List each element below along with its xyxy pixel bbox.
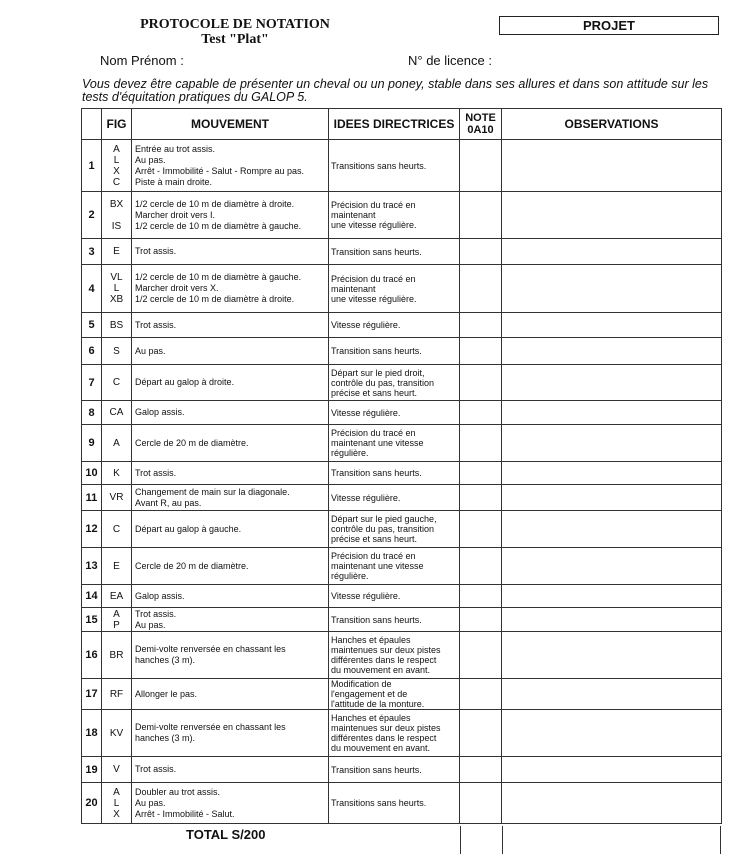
- idees-line: maintenant: [331, 283, 376, 294]
- fig-line: S: [113, 345, 120, 357]
- row-number: 14: [82, 585, 102, 608]
- fig-cell: [102, 710, 132, 757]
- table-row: [82, 265, 722, 313]
- mouvement-cell: [132, 710, 329, 757]
- mouvement-line: Allonger le pas.: [135, 688, 198, 699]
- mouvement-line: Au pas.: [135, 154, 166, 165]
- table-row: [82, 338, 722, 365]
- mouvement-cell: [132, 462, 329, 485]
- idees-line: Transitions sans heurts.: [331, 160, 427, 171]
- idees-cell: [329, 783, 460, 824]
- idees-line: régulière.: [331, 571, 369, 581]
- table-row: [82, 585, 722, 608]
- fig-cell: [102, 679, 132, 710]
- idees-line: différentes dans le respect: [331, 655, 437, 665]
- idees-line: Transitions sans heurts.: [331, 798, 427, 808]
- fig-cell: [102, 632, 132, 679]
- row-number: 10: [82, 462, 102, 485]
- note-cell: [460, 338, 502, 365]
- observations-cell: [502, 511, 722, 548]
- total-note-border-right: [502, 826, 503, 854]
- idees-line: maintenues sur deux pistes: [331, 645, 441, 655]
- observations-cell: [502, 585, 722, 608]
- mouvement-line: Marcher droit vers I.: [135, 209, 216, 220]
- row-number: 18: [82, 710, 102, 757]
- note-cell: [460, 585, 502, 608]
- table-row: [82, 313, 722, 338]
- col-fig: FIG: [102, 109, 132, 140]
- mouvement-line: Au pas.: [135, 797, 166, 808]
- idees-line: Transition sans heurts.: [331, 614, 422, 625]
- mouvement-line: hanches (3 m).: [135, 655, 196, 665]
- mouvement-line: Piste à main droite.: [135, 176, 213, 187]
- fig-cell: [102, 511, 132, 548]
- licence-label: N° de licence :: [408, 53, 492, 68]
- mouvement-line: Au pas.: [135, 345, 166, 356]
- mouvement-line: 1/2 cercle de 10 m de diamètre à droite.: [135, 198, 295, 209]
- note-cell: [460, 192, 502, 239]
- fig-line: V: [113, 764, 120, 775]
- note-cell: [460, 365, 502, 401]
- idees-line: Départ sur le pied droit,: [331, 367, 425, 378]
- idees-cell: [329, 485, 460, 511]
- title-line-1: PROTOCOLE DE NOTATION: [140, 17, 330, 32]
- note-cell: [460, 710, 502, 757]
- fig-line: BR: [109, 649, 124, 661]
- idees-line: Départ sur le pied gauche,: [331, 514, 437, 524]
- mouvement-cell: [132, 425, 329, 462]
- projet-box: PROJET: [499, 16, 719, 35]
- mouvement-line: Trot assis.: [135, 467, 177, 478]
- fig-line: VR: [109, 492, 124, 503]
- idees-cell: [329, 313, 460, 338]
- observations-cell: [502, 140, 722, 192]
- fig-line: A: [113, 143, 120, 155]
- idees-cell: [329, 548, 460, 585]
- row-number: 11: [82, 485, 102, 511]
- idees-cell: [329, 401, 460, 425]
- observations-cell: [502, 239, 722, 265]
- fig-cell: [102, 140, 132, 192]
- mouvement-cell: [132, 632, 329, 679]
- header-row: [82, 109, 722, 140]
- table-row: [82, 425, 722, 462]
- idees-cell: [329, 265, 460, 313]
- fig-line: IS: [111, 220, 122, 232]
- mouvement-line: Avant R, au pas.: [135, 497, 202, 508]
- title-line-2: Test "Plat": [201, 32, 269, 47]
- fig-cell: [102, 485, 132, 511]
- fig-line: EA: [109, 590, 124, 602]
- mouvement-line: Arrêt - Immobilité - Salut - Rompre au pas.: [135, 165, 305, 176]
- idees-line: maintenues sur deux pistes: [331, 723, 441, 733]
- idees-line: l'attitude de la monture.: [331, 699, 425, 709]
- idees-line: Vitesse régulière.: [331, 492, 401, 503]
- observations-cell: [502, 679, 722, 710]
- row-number: 16: [82, 632, 102, 679]
- total-label: TOTAL S/200: [186, 827, 266, 842]
- fig-cell: [102, 239, 132, 265]
- nom-prenom-label: Nom Prénom :: [100, 53, 184, 68]
- fig-line: C: [112, 176, 121, 188]
- fig-line: VL: [110, 272, 123, 283]
- idees-line: du mouvement en avant.: [331, 743, 431, 753]
- table-row: [82, 140, 722, 192]
- total-note-border-left: [460, 826, 461, 854]
- mouvement-cell: [132, 511, 329, 548]
- note-cell: [460, 757, 502, 783]
- col-note-line2: 0A10: [467, 124, 494, 136]
- mouvement-cell: [132, 679, 329, 710]
- observations-cell: [502, 757, 722, 783]
- idees-cell: [329, 365, 460, 401]
- fig-line: L: [113, 283, 120, 294]
- fig-line: K: [113, 467, 120, 479]
- note-cell: [460, 608, 502, 632]
- observations-cell: [502, 192, 722, 239]
- mouvement-line: Demi-volte renversée en chassant les: [135, 722, 286, 732]
- row-number: 8: [82, 401, 102, 425]
- fig-line: P: [113, 619, 120, 631]
- idees-cell: [329, 710, 460, 757]
- row-number: 4: [82, 265, 102, 313]
- idees-cell: [329, 608, 460, 632]
- fig-line: C: [112, 523, 121, 535]
- mouvement-line: Départ au galop à gauche.: [135, 523, 242, 534]
- mouvement-line: Trot assis.: [135, 608, 177, 619]
- fig-line: X: [113, 165, 120, 177]
- idees-cell: [329, 757, 460, 783]
- fig-line: L: [113, 797, 120, 809]
- mouvement-line: Doubler au trot assis.: [135, 786, 221, 797]
- intro-text: Vous devez être capable de présenter un cheval ou un poney, stable dans ses allures et dans son attitude sur les tests d'équitation pratiques du GALOP 5.: [82, 77, 709, 104]
- observations-cell: [502, 338, 722, 365]
- observations-cell: [502, 462, 722, 485]
- fig-line: BS: [109, 319, 124, 331]
- observations-cell: [502, 265, 722, 313]
- idees-line: Précision du tracé en: [331, 273, 416, 284]
- fig-cell: [102, 608, 132, 632]
- observations-cell: [502, 485, 722, 511]
- fig-cell: [102, 783, 132, 824]
- fig-cell: [102, 401, 132, 425]
- note-cell: [460, 485, 502, 511]
- fig-line: A: [113, 786, 120, 798]
- fig-cell: [102, 757, 132, 783]
- mouvement-cell: [132, 585, 329, 608]
- idees-line: une vitesse régulière.: [331, 220, 417, 230]
- note-cell: [460, 511, 502, 548]
- fig-cell: [102, 548, 132, 585]
- row-number: 5: [82, 313, 102, 338]
- table-row: [82, 401, 722, 425]
- fig-cell: [102, 338, 132, 365]
- row-number: 19: [82, 757, 102, 783]
- mouvement-line: Au pas.: [135, 619, 166, 630]
- observations-cell: [502, 401, 722, 425]
- idees-line: précise et sans heurt.: [331, 534, 418, 544]
- mouvement-line: Trot assis.: [135, 764, 177, 774]
- note-cell: [460, 313, 502, 338]
- row-number: 12: [82, 511, 102, 548]
- row-number: 15: [82, 608, 102, 632]
- table-row: [82, 608, 722, 632]
- idees-line: Vitesse régulière.: [331, 407, 401, 418]
- idees-line: maintenant une vitesse: [331, 438, 424, 448]
- mouvement-cell: [132, 365, 329, 401]
- mouvement-line: Trot assis.: [135, 319, 177, 330]
- idees-cell: [329, 338, 460, 365]
- row-number: 7: [82, 365, 102, 401]
- note-cell: [460, 401, 502, 425]
- note-cell: [460, 140, 502, 192]
- row-number: 13: [82, 548, 102, 585]
- fig-cell: [102, 265, 132, 313]
- idees-line: Précision du tracé en: [331, 200, 416, 210]
- table-row: [82, 192, 722, 239]
- idees-line: Vitesse régulière.: [331, 591, 401, 601]
- row-number: 9: [82, 425, 102, 462]
- note-cell: [460, 239, 502, 265]
- fig-line: KV: [109, 727, 124, 739]
- idees-line: Transition sans heurts.: [331, 764, 422, 775]
- table-row: [82, 462, 722, 485]
- total-obs-border-right: [720, 826, 721, 854]
- idees-cell: [329, 192, 460, 239]
- idees-line: Vitesse régulière.: [331, 320, 401, 330]
- idees-line: contrôle du pas, transition: [331, 377, 435, 388]
- fig-line: A: [113, 608, 120, 620]
- mouvement-line: Galop assis.: [135, 407, 185, 417]
- idees-line: Précision du tracé en: [331, 551, 416, 561]
- row-number: 20: [82, 783, 102, 824]
- idees-line: Transition sans heurts.: [331, 468, 422, 478]
- fig-cell: [102, 585, 132, 608]
- fig-line: E: [113, 246, 120, 257]
- mouvement-cell: [132, 548, 329, 585]
- col-note: [460, 109, 502, 140]
- fig-cell: [102, 462, 132, 485]
- col-mouvement: MOUVEMENT: [132, 109, 329, 140]
- observations-cell: [502, 313, 722, 338]
- idees-line: maintenant une vitesse: [331, 561, 424, 571]
- observations-cell: [502, 632, 722, 679]
- idees-line: contrôle du pas, transition: [331, 524, 435, 534]
- mouvement-line: hanches (3 m).: [135, 733, 196, 743]
- note-cell: [460, 679, 502, 710]
- mouvement-line: 1/2 cercle de 10 m de diamètre à gauche.: [135, 272, 302, 282]
- idees-cell: [329, 425, 460, 462]
- mouvement-cell: [132, 485, 329, 511]
- fig-cell: [102, 313, 132, 338]
- mouvement-line: 1/2 cercle de 10 m de diamètre à gauche.: [135, 220, 302, 231]
- fig-cell: [102, 192, 132, 239]
- mouvement-cell: [132, 783, 329, 824]
- observations-cell: [502, 548, 722, 585]
- fig-line: C: [112, 377, 121, 388]
- idees-cell: [329, 632, 460, 679]
- observations-cell: [502, 608, 722, 632]
- mouvement-line: Cercle de 20 m de diamètre.: [135, 560, 249, 571]
- idees-cell: [329, 511, 460, 548]
- fig-line: [102, 210, 131, 221]
- table-row: [82, 757, 722, 783]
- mouvement-cell: [132, 313, 329, 338]
- table-row: [82, 548, 722, 585]
- fig-line: RF: [109, 688, 124, 700]
- col-note-line1: NOTE: [465, 112, 496, 124]
- fig-line: L: [113, 154, 120, 166]
- idees-line: Précision du tracé en: [331, 428, 416, 438]
- idees-line: une vitesse régulière.: [331, 293, 417, 304]
- fig-line: BX: [109, 198, 124, 210]
- note-cell: [460, 425, 502, 462]
- idees-cell: [329, 585, 460, 608]
- table-row: [82, 783, 722, 824]
- mouvement-line: Cercle de 20 m de diamètre.: [135, 437, 249, 448]
- mouvement-line: Trot assis.: [135, 246, 177, 256]
- mouvement-cell: [132, 401, 329, 425]
- fig-line: E: [113, 560, 120, 572]
- mouvement-cell: [132, 265, 329, 313]
- observations-cell: [502, 783, 722, 824]
- mouvement-cell: [132, 239, 329, 265]
- row-number: 17: [82, 679, 102, 710]
- idees-cell: [329, 140, 460, 192]
- idees-line: Transition sans heurts.: [331, 346, 422, 356]
- table-row: [82, 632, 722, 679]
- mouvement-line: Marcher droit vers X.: [135, 283, 219, 293]
- col-observations: OBSERVATIONS: [502, 109, 722, 140]
- table-row: [82, 239, 722, 265]
- note-cell: [460, 462, 502, 485]
- idees-line: régulière.: [331, 448, 369, 458]
- fig-cell: [102, 365, 132, 401]
- mouvement-line: Galop assis.: [135, 590, 185, 601]
- table-row: [82, 365, 722, 401]
- mouvement-cell: [132, 757, 329, 783]
- mouvement-line: Arrêt - Immobilité - Salut.: [135, 808, 235, 819]
- idees-line: l'engagement et de: [331, 689, 408, 699]
- mouvement-cell: [132, 338, 329, 365]
- mouvement-line: Départ au galop à droite.: [135, 377, 235, 387]
- notation-table: [81, 108, 722, 824]
- row-number: 6: [82, 338, 102, 365]
- document-title: [130, 17, 340, 47]
- mouvement-line: 1/2 cercle de 10 m de diamètre à droite.: [135, 294, 295, 304]
- observations-cell: [502, 710, 722, 757]
- idees-line: Hanches et épaules: [331, 635, 411, 645]
- idees-line: Modification de: [331, 679, 392, 689]
- note-cell: [460, 265, 502, 313]
- idees-line: Transition sans heurts.: [331, 246, 422, 257]
- idees-cell: [329, 679, 460, 710]
- fig-cell: [102, 425, 132, 462]
- fig-line: CA: [109, 407, 124, 418]
- idees-line: différentes dans le respect: [331, 733, 437, 743]
- idees-line: Hanches et épaules: [331, 713, 411, 723]
- mouvement-line: Changement de main sur la diagonale.: [135, 486, 290, 497]
- table-row: [82, 485, 722, 511]
- mouvement-cell: [132, 140, 329, 192]
- table-row: [82, 511, 722, 548]
- col-num: [82, 109, 102, 140]
- mouvement-cell: [132, 192, 329, 239]
- idees-line: maintenant: [331, 210, 376, 220]
- note-cell: [460, 783, 502, 824]
- table-row: [82, 679, 722, 710]
- mouvement-line: Entrée au trot assis.: [135, 143, 216, 154]
- fig-line: A: [113, 437, 120, 449]
- table-row: [82, 710, 722, 757]
- col-idees: IDEES DIRECTRICES: [329, 109, 460, 140]
- fig-line: X: [113, 808, 120, 820]
- observations-cell: [502, 425, 722, 462]
- idees-line: du mouvement en avant.: [331, 665, 431, 675]
- observations-cell: [502, 365, 722, 401]
- idees-line: précise et sans heurt.: [331, 387, 418, 398]
- row-number: 2: [82, 192, 102, 239]
- fig-line: XB: [109, 294, 124, 305]
- mouvement-line: Demi-volte renversée en chassant les: [135, 644, 286, 654]
- note-cell: [460, 548, 502, 585]
- idees-cell: [329, 462, 460, 485]
- row-number: 1: [82, 140, 102, 192]
- row-number: 3: [82, 239, 102, 265]
- note-cell: [460, 632, 502, 679]
- mouvement-cell: [132, 608, 329, 632]
- idees-cell: [329, 239, 460, 265]
